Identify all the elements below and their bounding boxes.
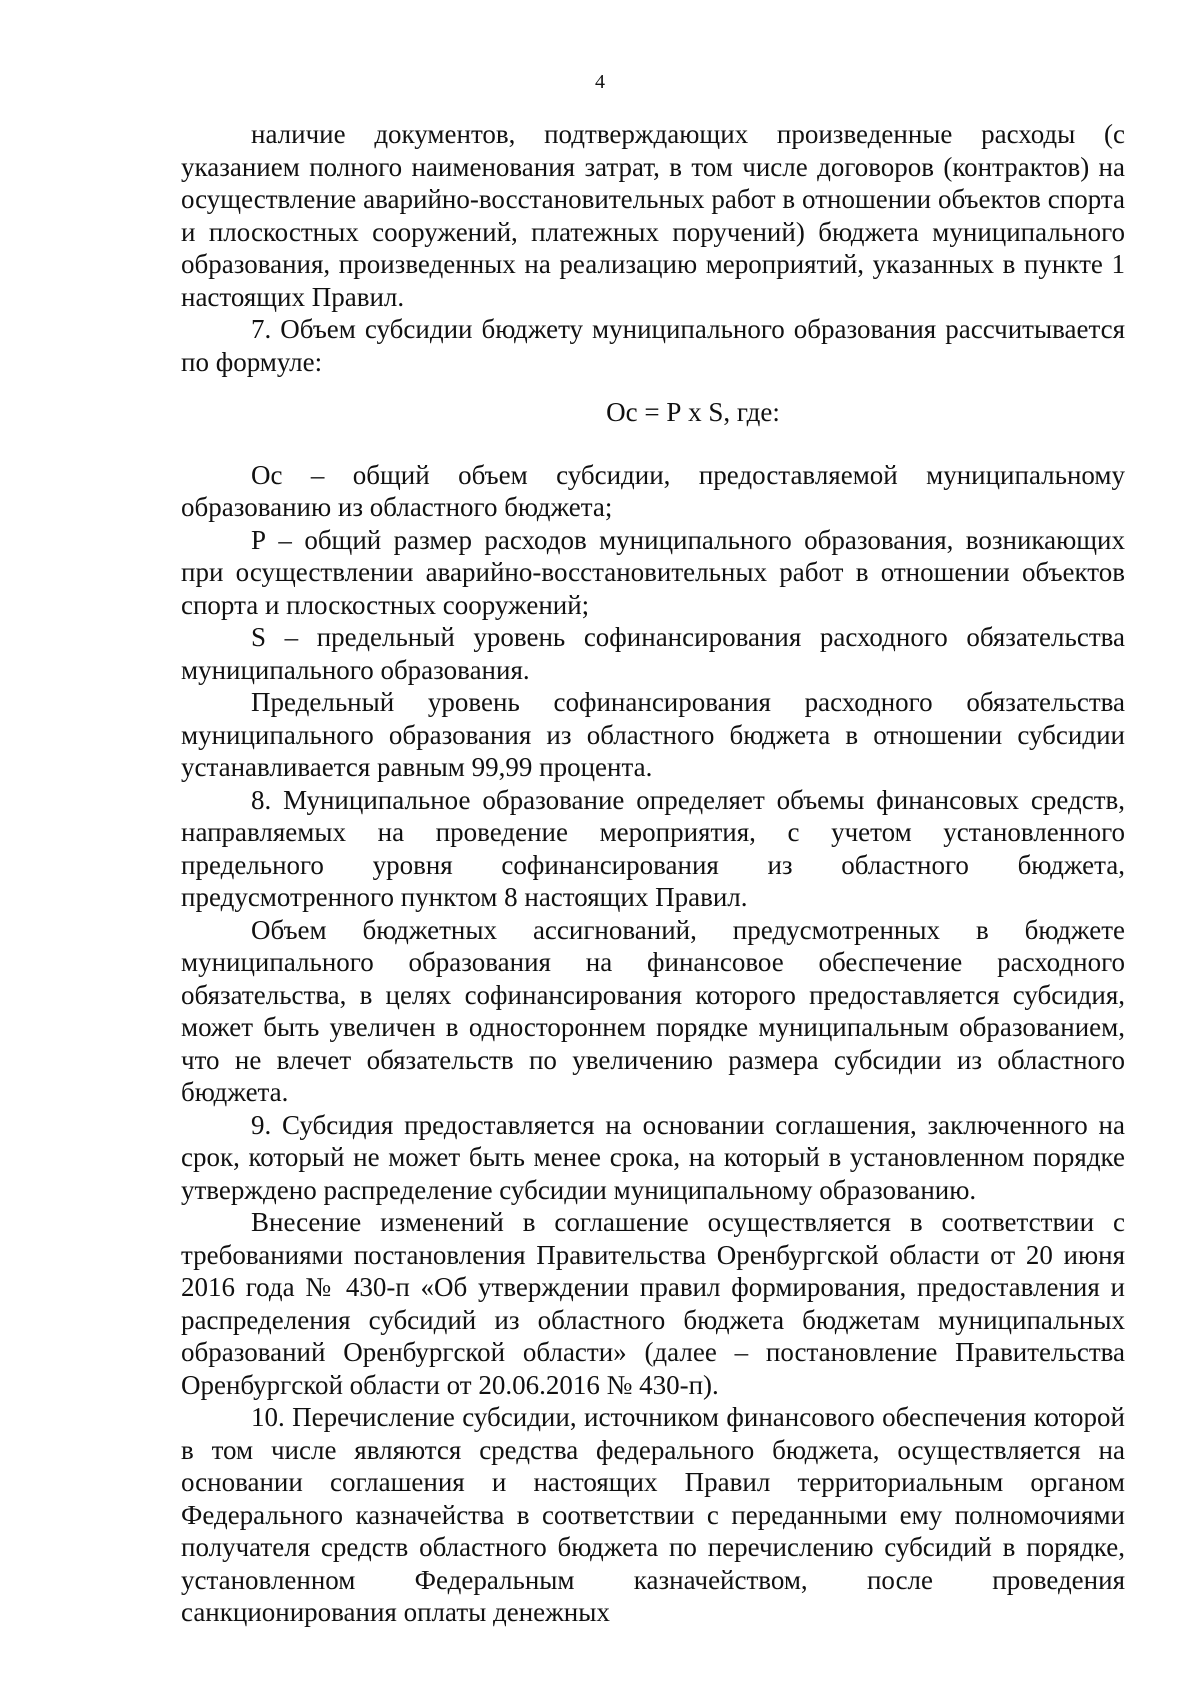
page-number: 4 [595, 71, 605, 93]
paragraph-agreement-changes: Внесение изменений в соглашение осуществляется в соответствии с требованиями постановления Правительства Оренбургской области от 20 июня 2016 года № 430-п «Об утверждении правил формирования, предоставления и распределения субсидий из областного бюджета бюджетам муниципальных образований Оренбургской области» (далее – постановление Правительства Оренбургской области от 20.06.2016 № 430-п). [181, 1207, 1125, 1400]
paragraph-item-10: 10. Перечисление субсидии, источником финансового обеспечения которой в том числе являются средства федерального бюджета, осуществляется на основании соглашения и настоящих Правил территориальным органом Федерального казначейства в соответствии с переданными ему полномочиями получателя средств областного бюджета по перечислению субсидий в порядке, установленном Федеральным казначейством, после проведения санкционирования оплаты денежных [181, 1402, 1125, 1627]
paragraph-documents: наличие документов, подтверждающих произведенные расходы (с указанием полного наименования затрат, в том числе договоров (контрактов) на осуществление аварийно-восстановительных работ в отношении объектов спорта и плоскостных сооружений, платежных поручений) бюджета муниципального образования, произведенных на реализацию мероприятий, указанных в пункте 1 настоящих Правил. [181, 119, 1125, 312]
document-body [181, 118, 1125, 1629]
paragraph-def-oc: Ос – общий объем субсидии, предоставляемой муниципальному образованию из областного бюджета; [181, 459, 1125, 522]
paragraph-item-9: 9. Субсидия предоставляется на основании соглашения, заключенного на срок, который не может быть менее срока, на который в установленном порядке утверждено распределение субсидии муниципальному образованию. [181, 1109, 1125, 1205]
paragraph-cofinancing-level: Предельный уровень софинансирования расходного обязательства муниципального образования из областного бюджета в отношении субсидии устанавливается равным 99,99 процента. [181, 687, 1125, 782]
paragraph-def-s: S – предельный уровень софинансирования расходного обязательства муниципального образования. [181, 622, 1125, 685]
paragraph-item-8: 8. Муниципальное образование определяет объемы финансовых средств, направляемых на проведение мероприятия, с учетом установленного предельного уровня софинансирования из областного бюджета, предусмотренного пунктом 8 настоящих Правил. [181, 784, 1125, 912]
paragraph-def-p: Р – общий размер расходов муниципального образования, возникающих при осуществлении аварийно-восстановительных работ в отношении объектов спорта и плоскостных сооружений; [181, 524, 1125, 620]
paragraph-item-7: 7. Объем субсидии бюджету муниципального образования рассчитывается по формуле: [181, 314, 1125, 377]
paragraph-budget-allocations: Объем бюджетных ассигнований, предусмотренных в бюджете муниципального образования на финансовое обеспечение расходного обязательства, в целях софинансирования которого предоставляется субсидия, может быть увеличен в одностороннем порядке муниципальным образованием, что не влечет обязательств по увеличению размера субсидии из областного бюджета. [181, 914, 1125, 1107]
formula: Ос = Р х S, где: [606, 397, 780, 427]
